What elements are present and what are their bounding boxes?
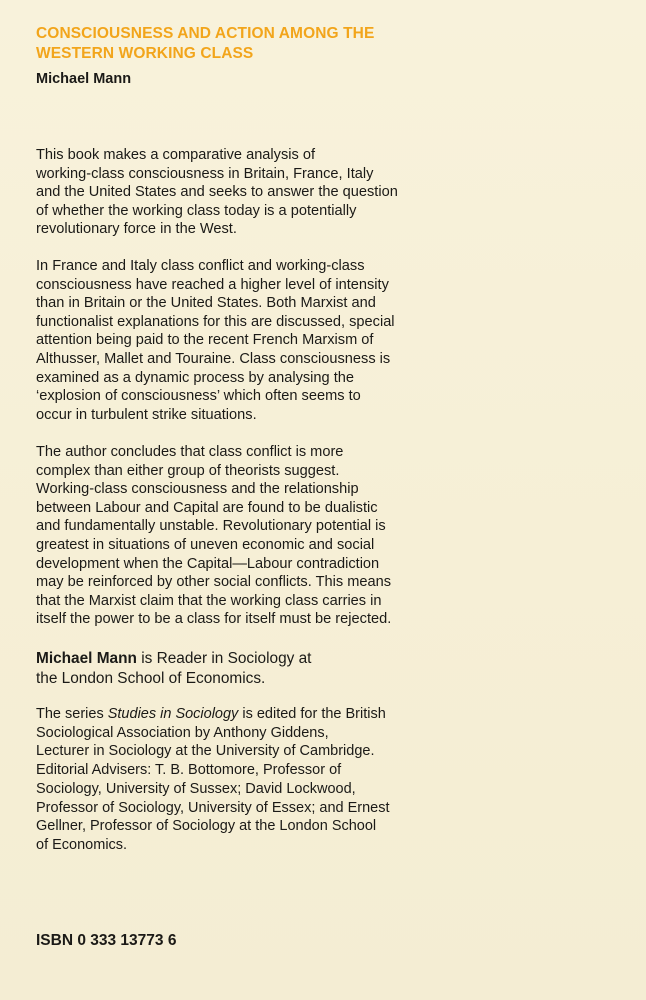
description-paragraph-3 <box>36 443 636 629</box>
text-line: than in Britain or the United States. Both Marxist and <box>36 295 376 312</box>
text-line: Althusser, Mallet and Touraine. Class consciousness is <box>36 350 391 367</box>
text-line: and fundamentally unstable. Revolutionary potential is <box>36 518 386 535</box>
text-line: and the United States and seeks to answer the question <box>36 184 398 201</box>
text-line: itself the power to be a class for itself must be rejected. <box>36 611 392 628</box>
text-line: between Labour and Capital are found to be dualistic <box>36 499 378 516</box>
series-note-line: Professor of Sociology, University of Essex; and Ernest <box>36 799 390 816</box>
text-line: In France and Italy class conflict and working-class <box>36 258 365 274</box>
series-note-line: Sociology, University of Sussex; David Lockwood, <box>36 780 356 797</box>
text-line: examined as a dynamic process by analysing the <box>36 369 354 386</box>
text-line: working-class consciousness in Britain, France, Italy <box>36 165 374 182</box>
series-name: Studies in Sociology <box>107 706 239 722</box>
book-title-line: CONSCIOUSNESS AND ACTION AMONG THE <box>36 25 375 42</box>
book-title-line: WESTERN WORKING CLASS <box>36 45 254 62</box>
text-line: revolutionary force in the West. <box>36 221 237 238</box>
series-note-line <box>36 705 636 724</box>
text-line: Working-class consciousness and the relationship <box>36 481 359 498</box>
author-bio-line <box>36 649 636 669</box>
text-line: occur in turbulent strike situations. <box>36 406 257 423</box>
text-line: of whether the working class today is a potentially <box>36 202 357 219</box>
book-title <box>36 24 596 64</box>
description-paragraph-2 <box>36 257 636 424</box>
series-suffix: is edited for the British <box>238 706 386 722</box>
author-bio-line: the London School of Economics. <box>36 670 266 687</box>
text-line: functionalist explanations for this are discussed, special <box>36 313 395 330</box>
text-line: attention being paid to the recent French Marxism of <box>36 332 374 349</box>
text-line: This book makes a comparative analysis of <box>36 147 316 163</box>
series-note-line: Gellner, Professor of Sociology at the London School <box>36 818 377 835</box>
text-line: may be reinforced by other social conflicts. This means <box>36 574 392 591</box>
series-note-line: of Economics. <box>36 836 128 853</box>
book-author: Michael Mann <box>36 71 132 87</box>
series-note-line: Editorial Advisers: T. B. Bottomore, Professor of <box>36 762 342 779</box>
text-line: complex than either group of theorists suggest. <box>36 462 340 479</box>
text-line: ‘explosion of consciousness’ which often seems to <box>36 388 361 405</box>
text-line: greatest in situations of uneven economic and social <box>36 536 375 553</box>
isbn-number: ISBN 0 333 13773 6 <box>36 932 177 949</box>
author-bio-name: Michael Mann <box>36 650 137 667</box>
series-note <box>36 705 636 855</box>
author-bio-text: is Reader in Sociology at <box>136 650 312 667</box>
text-line: consciousness have reached a higher level of intensity <box>36 276 389 293</box>
author-bio <box>36 649 636 689</box>
series-note-line: Sociological Association by Anthony Giddens, <box>36 724 329 741</box>
text-line: The author concludes that class conflict is more <box>36 444 344 460</box>
series-note-line: Lecturer in Sociology at the University of Cambridge. <box>36 743 375 760</box>
series-prefix: The series <box>36 706 108 722</box>
text-line: that the Marxist claim that the working class carries in <box>36 592 382 609</box>
description-paragraph-1 <box>36 146 636 239</box>
text-line: development when the Capital—Labour contradiction <box>36 555 380 572</box>
